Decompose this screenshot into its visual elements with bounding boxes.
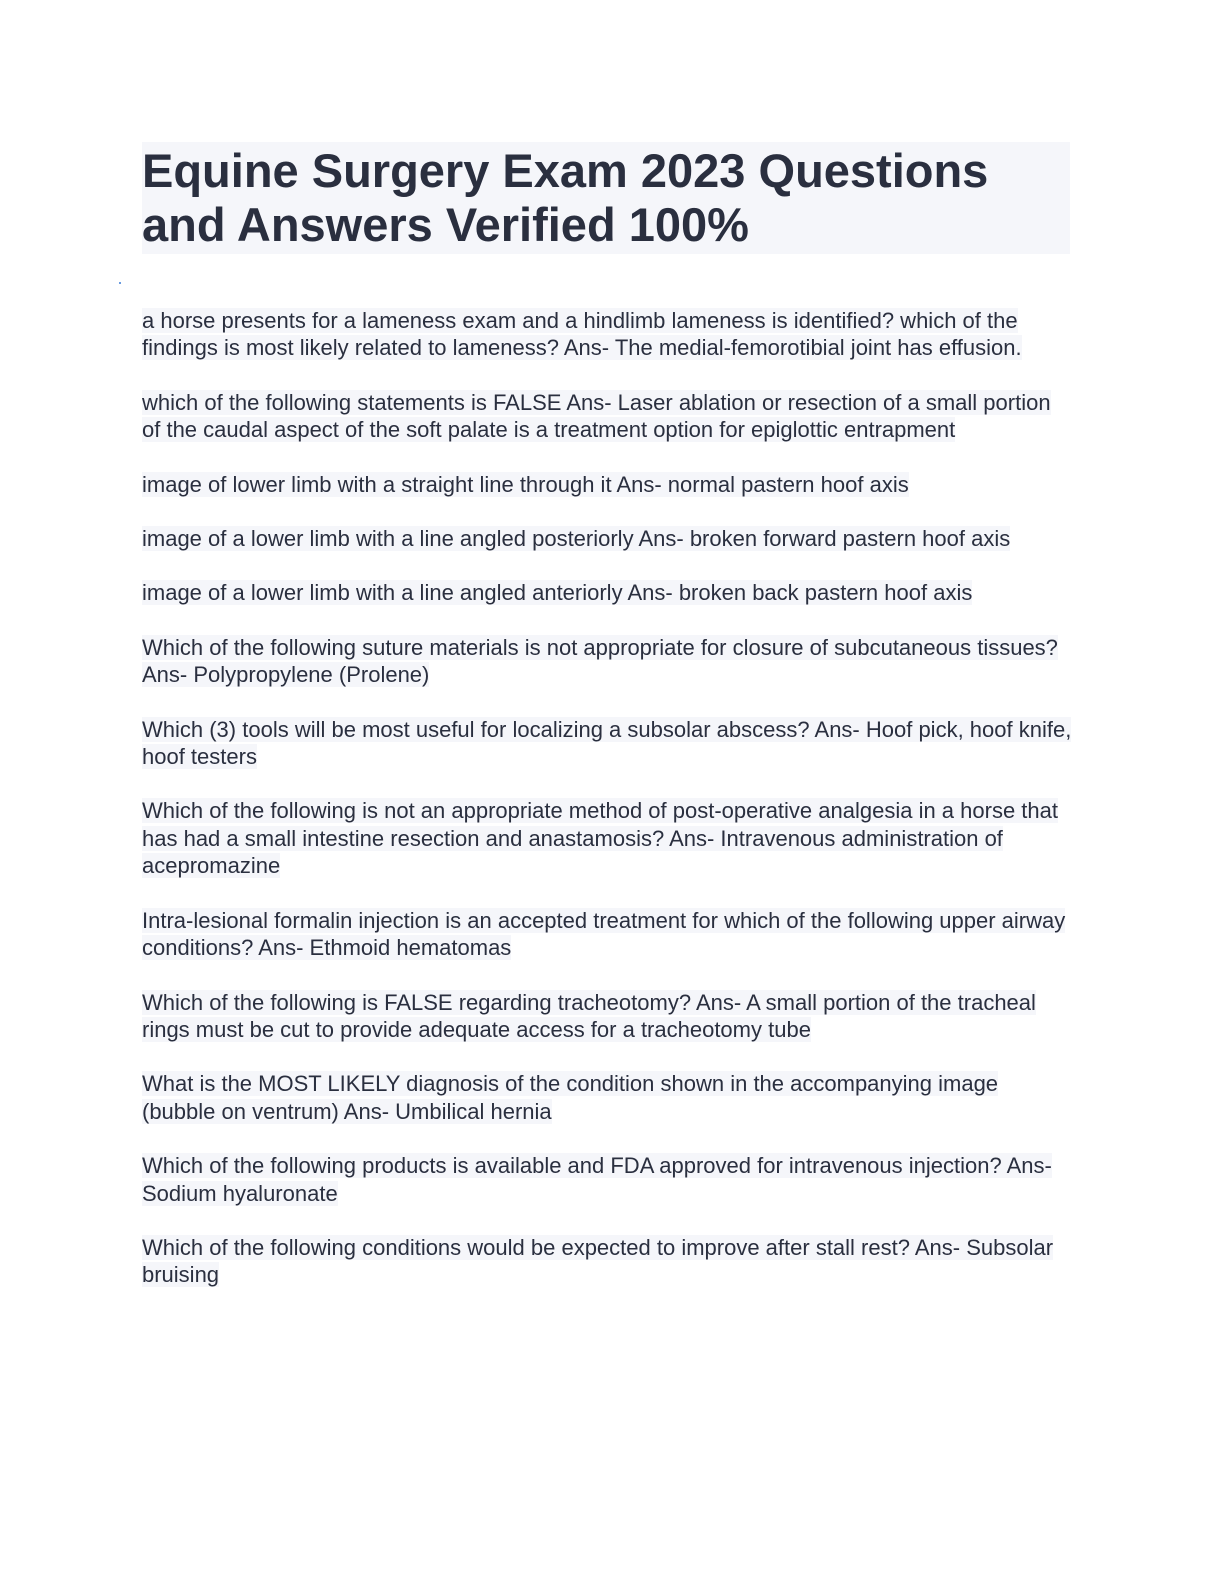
bullet-dot xyxy=(119,282,121,284)
qa-item xyxy=(142,907,1072,962)
document-title: Equine Surgery Exam 2023 Questions and Answers Verified 100% xyxy=(142,144,989,251)
qa-text: Which of the following suture materials is not appropriate for closure of subcutaneous tissues? Ans- Polypropylene (Prolene) xyxy=(142,634,1058,688)
qa-text: Which of the following is not an appropriate method of post-operative analgesia in a horse that has had a small intestine resection and anastamosis? Ans- Intravenous administration of acepromazine xyxy=(142,798,1058,879)
qa-text: Which of the following conditions would be expected to improve after stall rest? Ans- Subsolar bruising xyxy=(142,1234,1054,1288)
qa-text: which of the following statements is FALSE Ans- Laser ablation or resection of a small portion of the caudal aspect of the soft palate is a treatment option for epiglottic entrapment xyxy=(142,389,1051,443)
qa-item xyxy=(142,716,1072,771)
qa-item xyxy=(142,797,1072,879)
qa-item xyxy=(142,389,1072,444)
qa-item xyxy=(142,471,1072,498)
qa-text: Intra-lesional formalin injection is an accepted treatment for which of the following upper airway conditions? Ans- Ethmoid hematomas xyxy=(142,907,1066,961)
title-block xyxy=(142,142,1070,254)
qa-item xyxy=(142,525,1072,552)
qa-item xyxy=(142,307,1072,362)
qa-text: a horse presents for a lameness exam and a hindlimb lameness is identified? which of the findings is most likely related to lameness? Ans- The medial-femorotibial joint has effusion. xyxy=(142,308,1022,361)
qa-text: Which (3) tools will be most useful for localizing a subsolar abscess? Ans- Hoof pick, hoof knife, hoof testers xyxy=(142,716,1072,770)
qa-item xyxy=(142,1070,1072,1125)
qa-list xyxy=(142,307,1072,1316)
qa-text: What is the MOST LIKELY diagnosis of the condition shown in the accompanying image (bubble on ventrum) Ans- Umbilical hernia xyxy=(142,1071,999,1124)
qa-item xyxy=(142,579,1072,606)
qa-item xyxy=(142,1234,1072,1289)
qa-text: image of a lower limb with a line angled anteriorly Ans- broken back pastern hoof axis xyxy=(142,580,973,606)
qa-text: image of a lower limb with a line angled posteriorly Ans- broken forward pastern hoof axis xyxy=(142,526,1011,552)
qa-item xyxy=(142,989,1072,1044)
qa-text: Which of the following is FALSE regarding tracheotomy? Ans- A small portion of the tracheal rings must be cut to provide adequate access for a tracheotomy tube xyxy=(142,989,1036,1042)
qa-item xyxy=(142,1152,1072,1207)
qa-text: image of lower limb with a straight line through it Ans- normal pastern hoof axis xyxy=(142,471,909,497)
qa-text: Which of the following products is available and FDA approved for intravenous injection? Ans- Sodium hyaluronate xyxy=(142,1153,1052,1206)
qa-item xyxy=(142,634,1072,689)
